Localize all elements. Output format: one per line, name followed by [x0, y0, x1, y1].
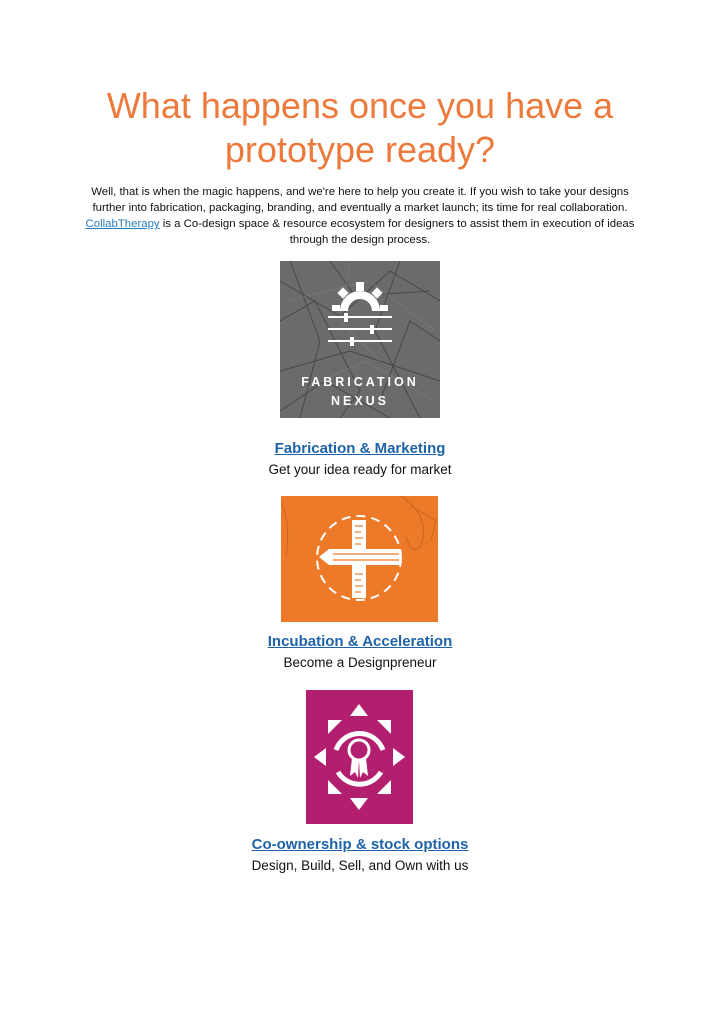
fabrication-marketing-subtitle: Get your idea ready for market	[268, 462, 452, 477]
tile-caption-line2: NEXUS	[330, 394, 390, 408]
incubation-acceleration-link[interactable]: Incubation & Acceleration	[267, 633, 453, 650]
intro-text-after: is a Co-design space & resource ecosystem for designers to assist them in execution of ideas through the design process.	[159, 218, 635, 246]
pencil-ruler-compass-icon	[281, 496, 438, 622]
tile-caption-line1: FABRICATION	[301, 375, 419, 389]
co-ownership-tile	[306, 690, 413, 824]
incubation-acceleration-subtitle: Become a Designpreneur	[283, 655, 437, 670]
fabrication-nexus-tile	[280, 261, 440, 418]
co-ownership-subtitle: Design, Build, Sell, and Own with us	[251, 858, 469, 873]
intro-paragraph	[78, 184, 642, 248]
collabtherapy-link[interactable]: CollabTherapy	[85, 218, 160, 230]
co-ownership-link[interactable]: Co-ownership & stock options	[251, 836, 469, 853]
intro-text-before: Well, that is when the magic happens, and we're here to help you create it. If you wish to take your designs further into fabrication, packaging, branding, and eventually a market launch; its time for real collaboration.	[91, 186, 629, 214]
fabrication-marketing-link[interactable]: Fabrication & Marketing	[274, 440, 446, 457]
incubation-tile	[281, 496, 438, 622]
award-ribbon-arrows-icon	[306, 690, 413, 824]
page-title: What happens once you have a prototype ready?	[106, 85, 614, 170]
gear-sliders-icon	[320, 277, 400, 357]
